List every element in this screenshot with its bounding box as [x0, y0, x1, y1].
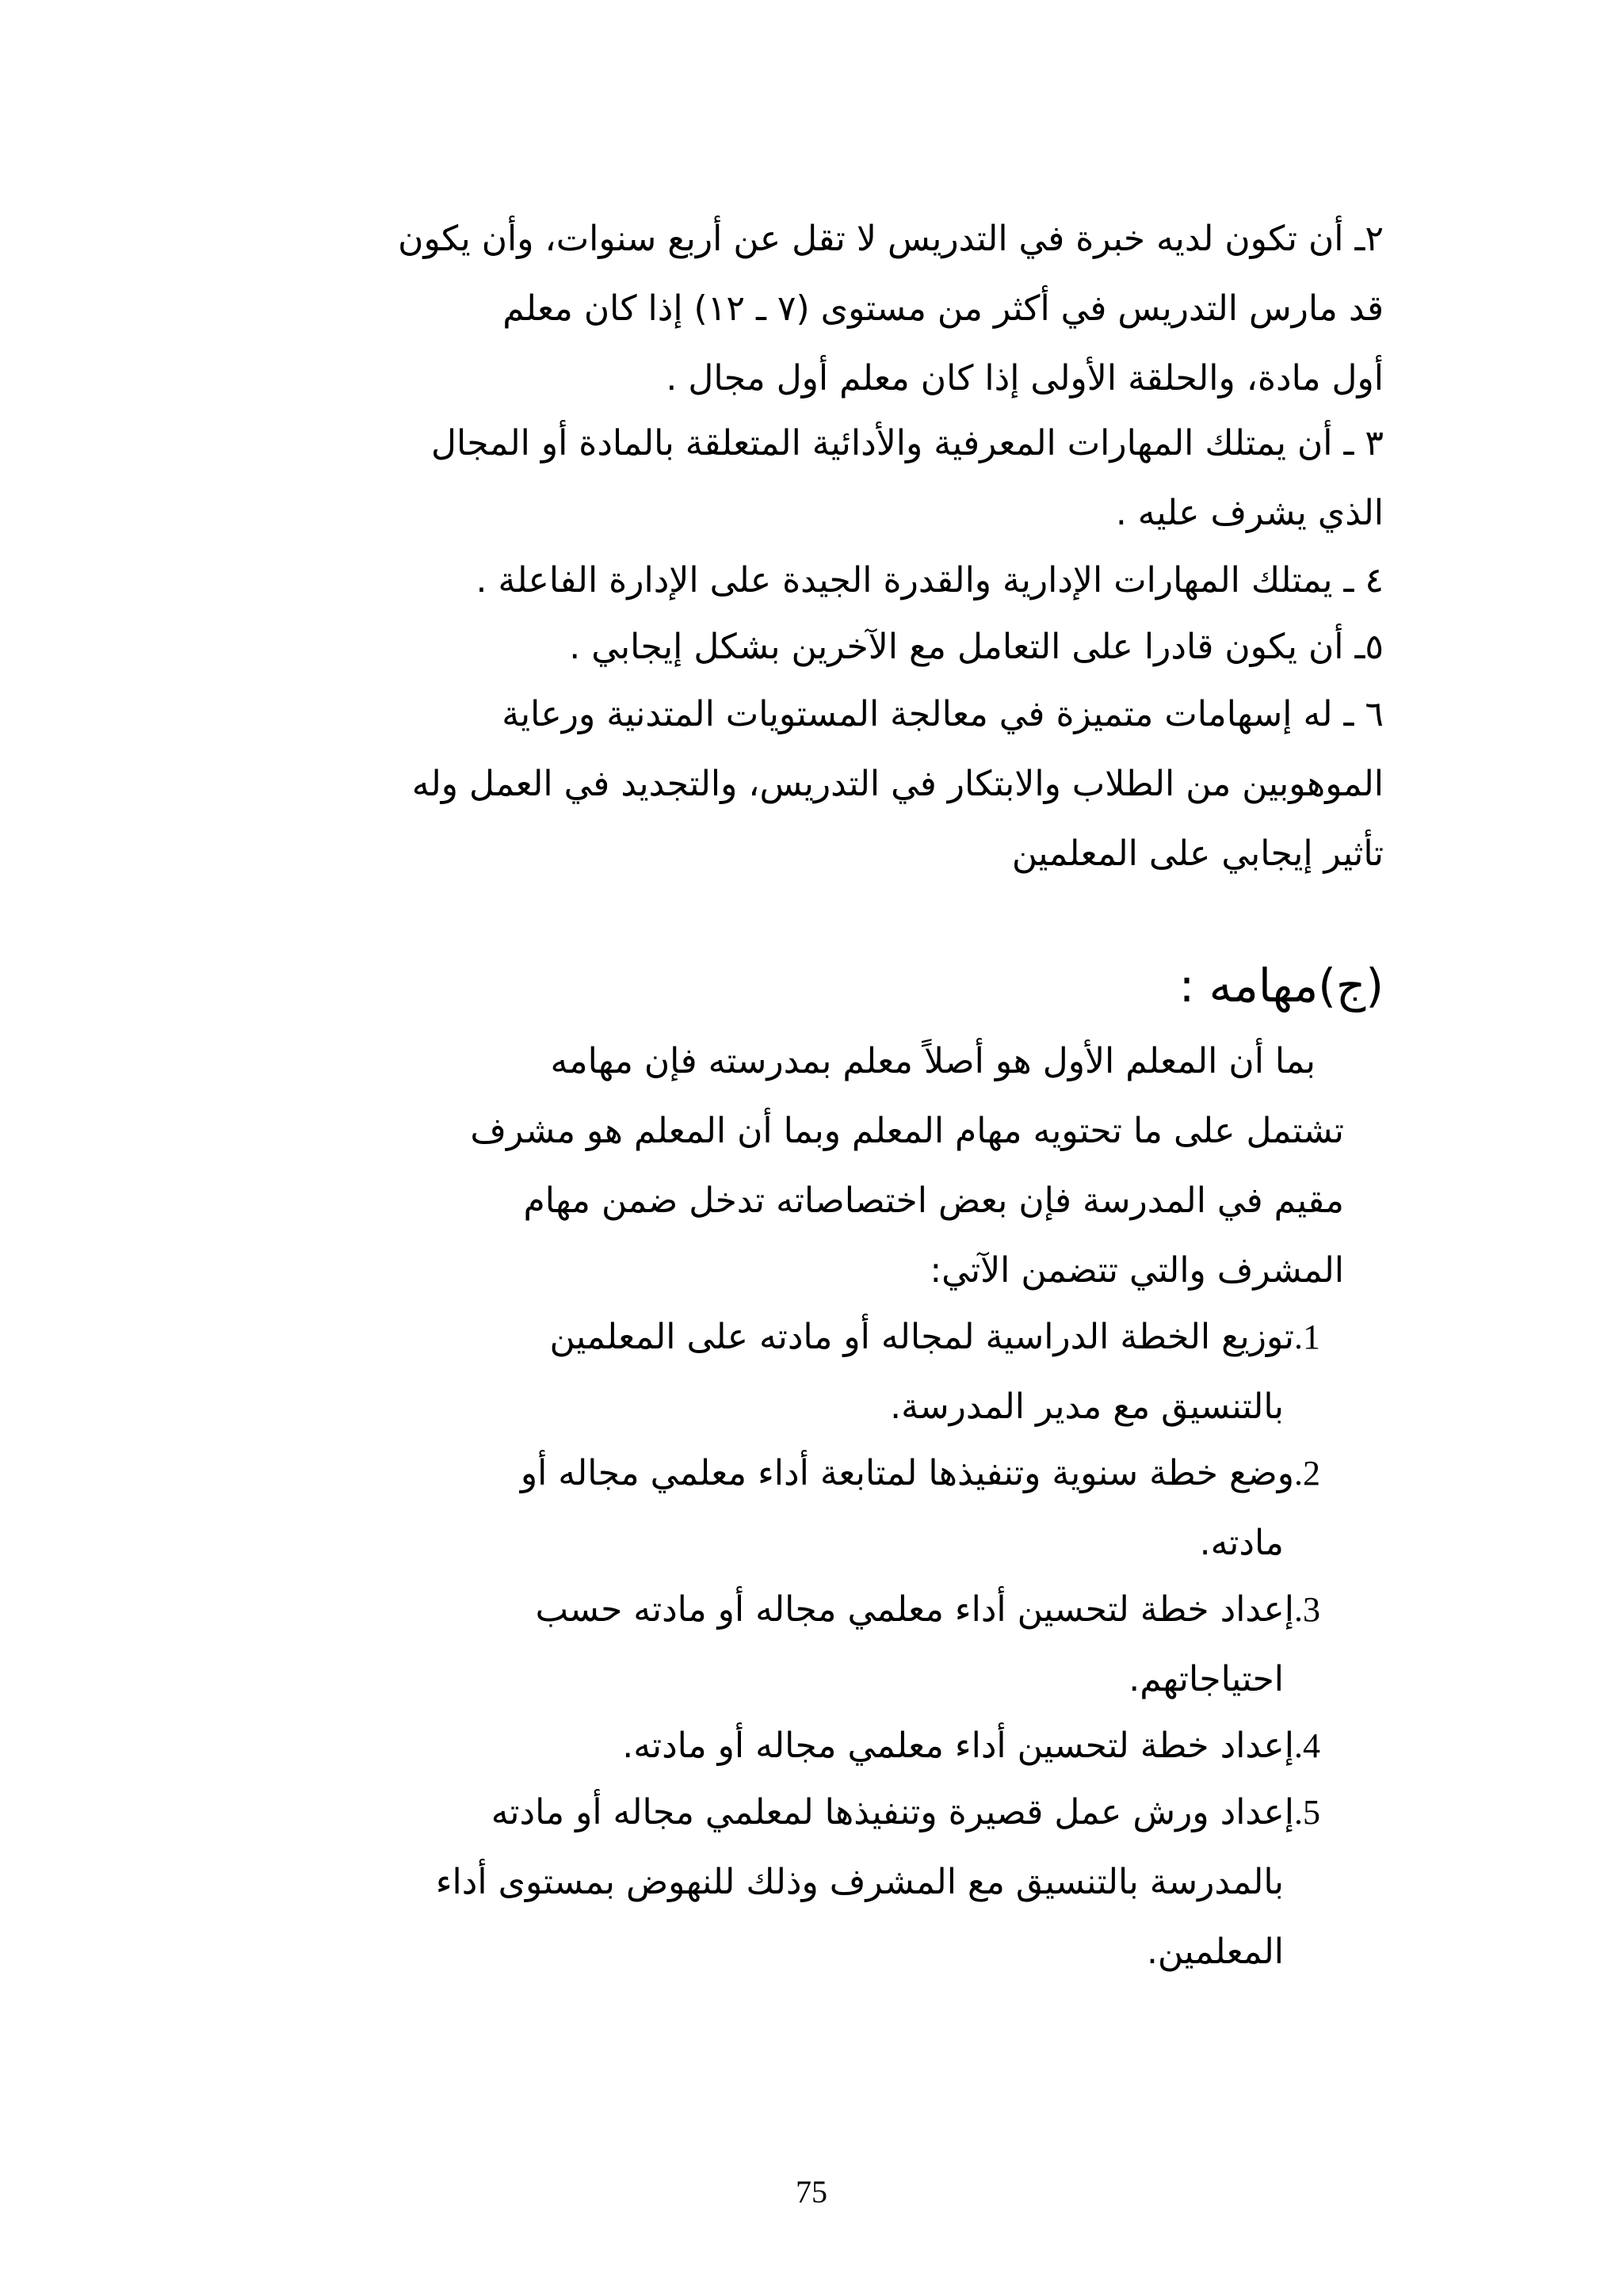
page-number: 75: [796, 2174, 827, 2210]
task-3-line-1: [536, 1586, 1320, 1634]
task-4-number: 4.: [1294, 1726, 1320, 1765]
requirement-2-line-3: أول مادة، والحلقة الأولى إذا كان معلم أول مجال .: [666, 358, 1384, 399]
section-c-intro-line-1: بما أن المعلم الأول هو أصلاً معلم بمدرسته فإن مهامه: [550, 1041, 1316, 1081]
requirement-6-line-3: تأثير إيجابي على المعلمين: [1011, 833, 1384, 874]
task-3-number: 3.: [1294, 1590, 1320, 1629]
task-3-line-2: احتياجاتهم.: [1128, 1659, 1284, 1699]
requirement-6-line-2: الموهوبين من الطلاب والابتكار في التدريس، والتجديد في العمل وله: [411, 764, 1384, 804]
task-5-line-3: المعلمين.: [1146, 1932, 1284, 1972]
task-2-line-1: [521, 1450, 1320, 1497]
requirement-5: ٥ـ أن يكون قادرا على التعامل مع الآخرين بشكل إيجابي .: [569, 627, 1384, 667]
requirement-4: ٤ ـ يمتلك المهارات الإدارية والقدرة الجيدة على الإدارة الفاعلة .: [475, 560, 1384, 601]
task-2-number: 2.: [1294, 1454, 1320, 1493]
section-c-intro-line-2: تشتمل على ما تحتويه مهام المعلم وبما أن المعلم هو مشرف: [470, 1111, 1344, 1151]
requirement-2-line-2: قد مارس التدريس في أكثر من مستوى (٧ ـ ١٢) إذا كان معلم: [502, 288, 1384, 329]
section-c-heading: (ج)مهامه :: [1178, 959, 1384, 1013]
requirement-2-line-1: ٢ـ أن تكون لديه خبرة في التدريس لا تقل عن أربع سنوات، وأن يكون: [398, 219, 1384, 259]
task-1-line-2: بالتنسيق مع مدير المدرسة.: [890, 1386, 1284, 1427]
task-4-text: إعداد خطة لتحسين أداء معلمي مجاله أو مادته.: [622, 1726, 1294, 1766]
task-3-text: إعداد خطة لتحسين أداء معلمي مجاله أو مادته حسب: [535, 1589, 1294, 1630]
task-4-line-1: [622, 1722, 1320, 1770]
task-5-number: 5.: [1294, 1793, 1320, 1832]
requirement-6-line-1: ٦ ـ له إسهامات متميزة في معالجة المستويات المتدنية ورعاية: [502, 694, 1384, 734]
section-c-intro-line-3: مقيم في المدرسة فإن بعض اختصاصاته تدخل ضمن مهام: [523, 1180, 1344, 1221]
task-5-text: إعداد ورش عمل قصيرة وتنفيذها لمعلمي مجاله أو مادته: [491, 1792, 1294, 1833]
task-5-line-1: [491, 1789, 1320, 1836]
task-5-line-2: بالمدرسة بالتنسيق مع المشرف وذلك للنهوض بمستوى أداء: [435, 1862, 1284, 1902]
requirement-3-line-1: ٣ ـ أن يمتلك المهارات المعرفية والأدائية المتعلقة بالمادة أو المجال: [430, 423, 1384, 463]
task-1-text: توزيع الخطة الدراسية لمجاله أو مادته على المعلمين: [549, 1317, 1294, 1357]
task-2-text: وضع خطة سنوية وتنفيذها لمتابعة أداء معلمي مجاله أو: [520, 1453, 1294, 1493]
requirement-3-line-2: الذي يشرف عليه .: [1115, 493, 1384, 533]
section-c-intro-line-4: المشرف والتي تتضمن الآتي:: [930, 1250, 1344, 1291]
task-1-number: 1.: [1294, 1318, 1320, 1356]
task-1-line-1: [549, 1314, 1320, 1361]
task-2-line-2: مادته.: [1199, 1523, 1284, 1563]
